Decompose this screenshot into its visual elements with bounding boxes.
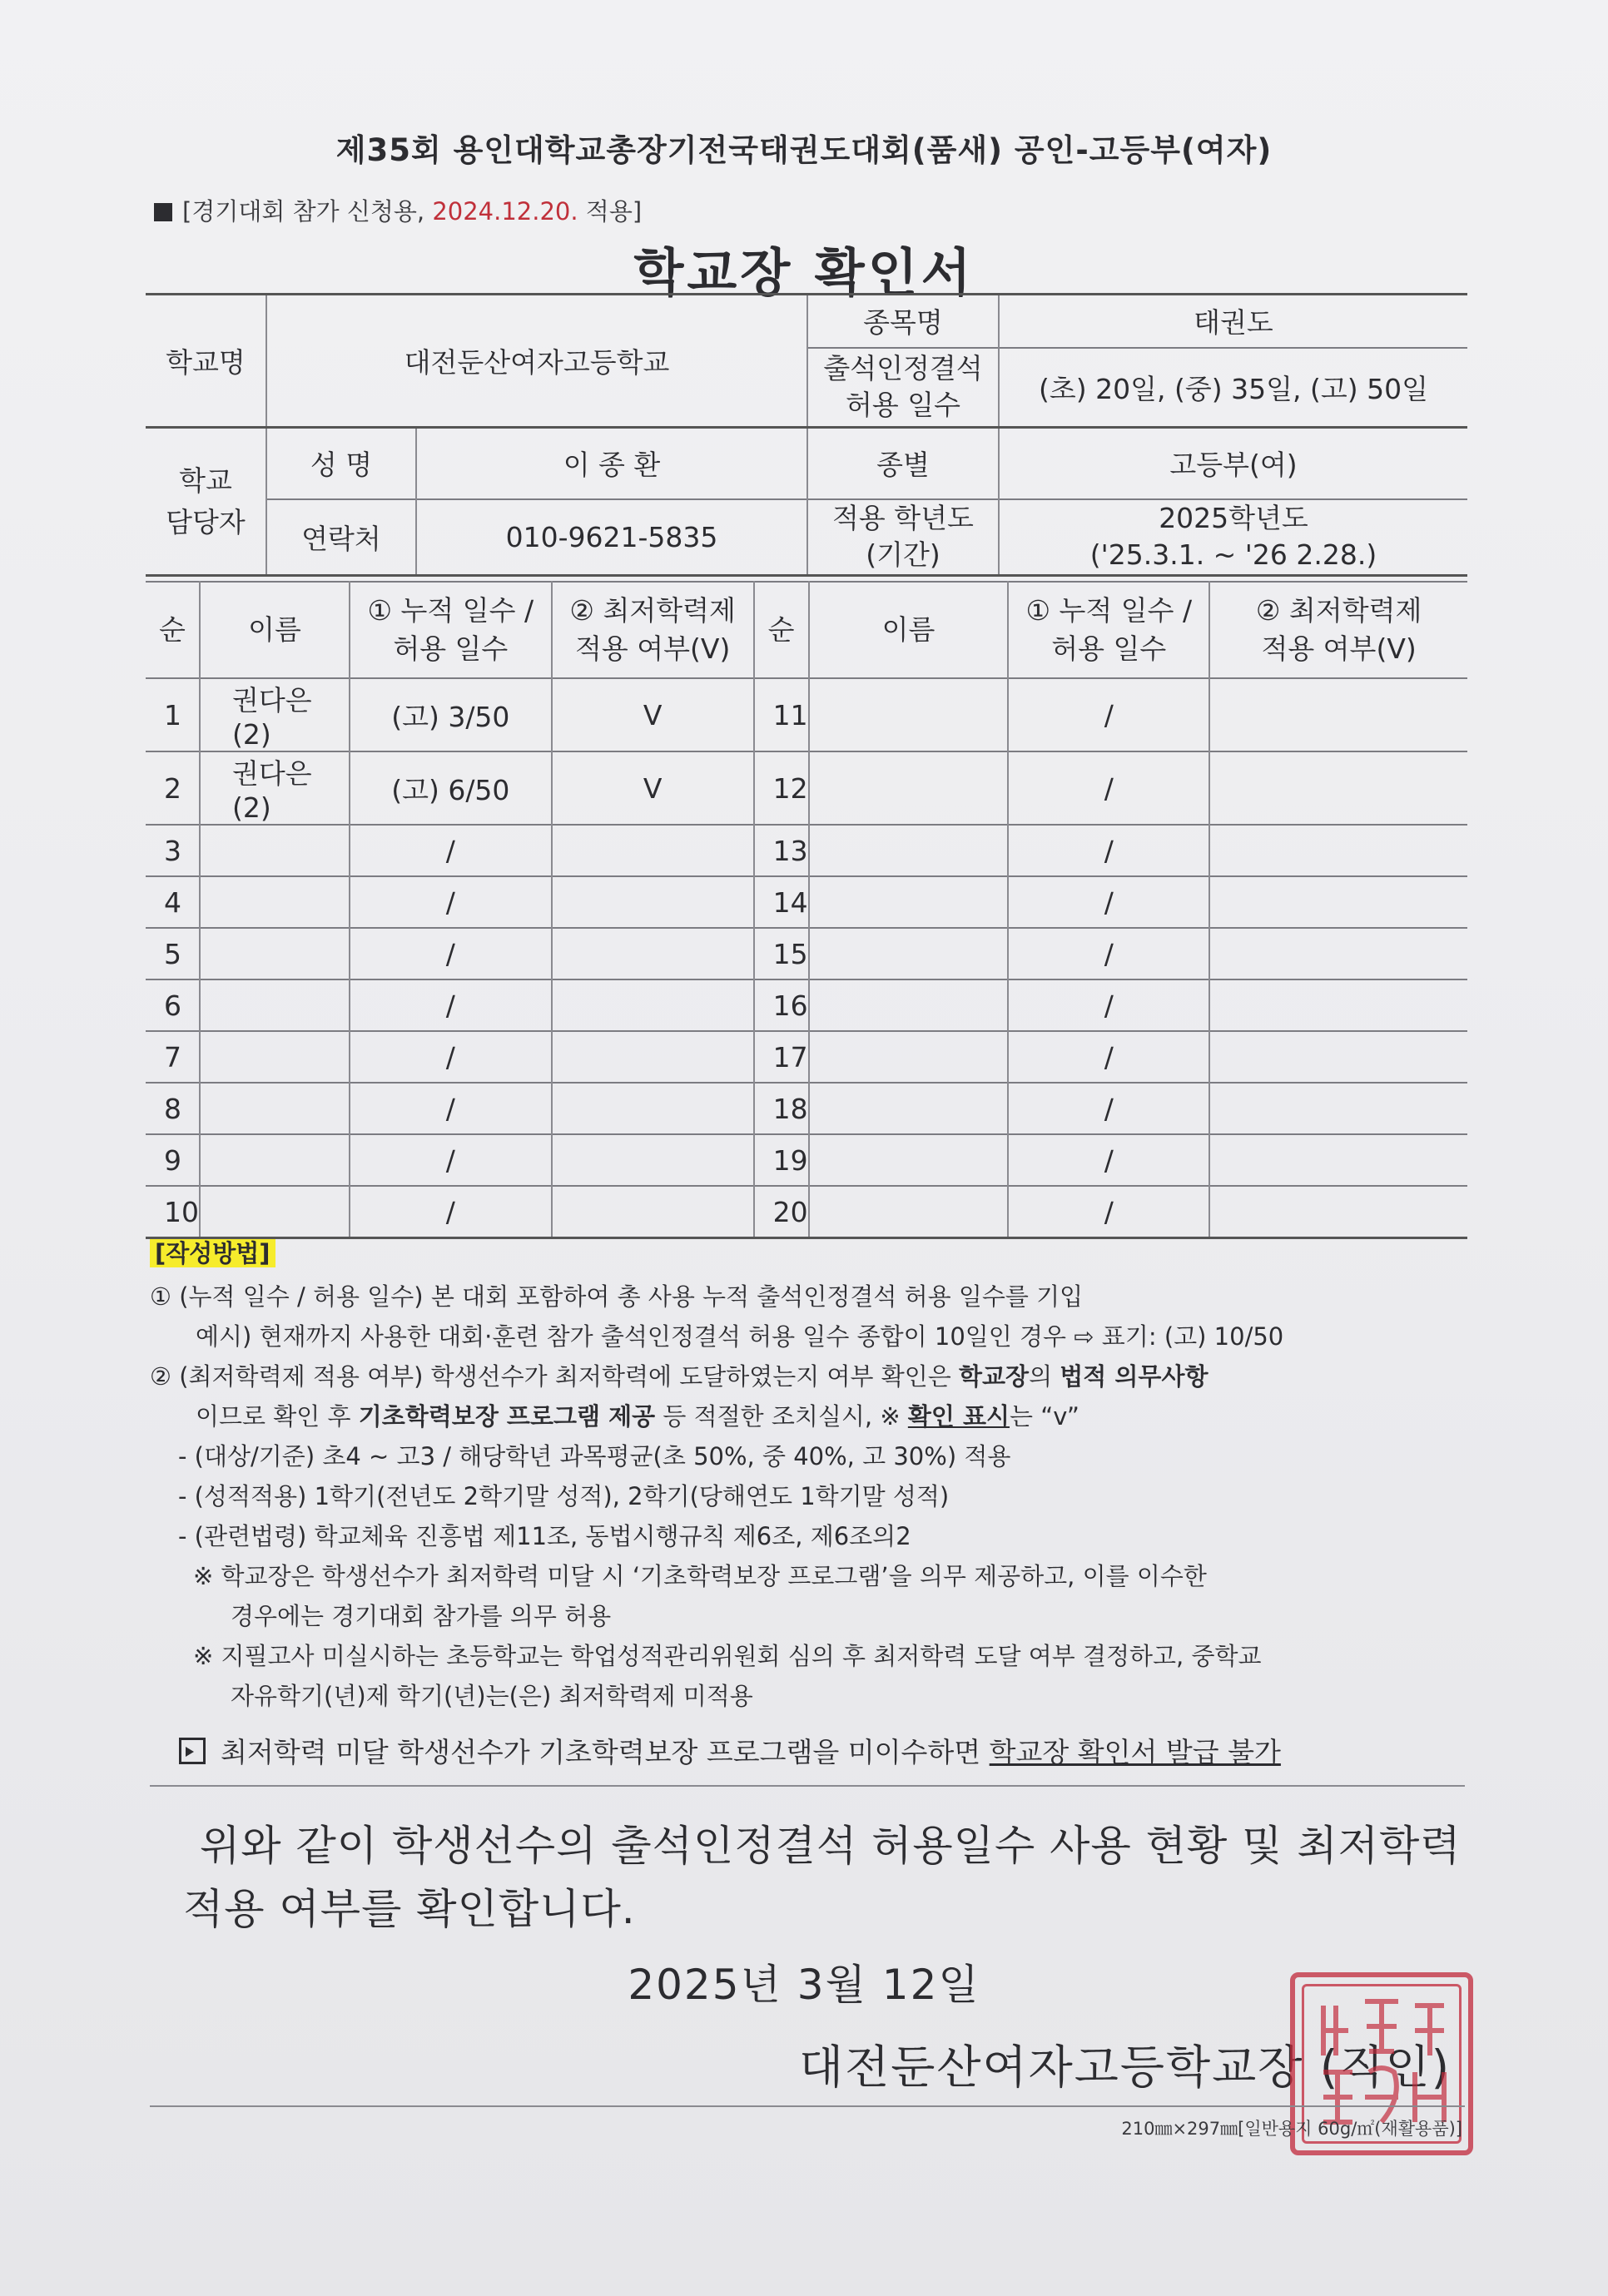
name-label: 성 명 xyxy=(266,428,416,499)
row-days: / xyxy=(350,928,552,979)
row-name xyxy=(200,876,350,928)
guide-item3: - (대상/기준) 초4 ~ 고3 / 해당학년 과목평균(초 50%, 중 40%, 고 30%) 적용 xyxy=(178,1442,1011,1470)
table-row xyxy=(146,678,1467,751)
staff-label-line1: 학교 xyxy=(179,464,232,497)
row-name: 권다은(2) xyxy=(200,678,350,751)
row-seq: 18 xyxy=(754,1083,809,1134)
row-min xyxy=(1209,1031,1467,1083)
row-days: / xyxy=(1008,1134,1209,1186)
event-label: 종목명 xyxy=(807,295,999,348)
event-title: 제35회 용인대학교총장기전국태권도대회(품새) 공인-고등부(여자) xyxy=(335,132,1273,168)
row-name xyxy=(200,979,350,1031)
header-seq-right: 순 xyxy=(754,582,809,678)
row-days: / xyxy=(350,1031,552,1083)
header-min-left xyxy=(552,582,754,678)
guide-item2-text: 등 적절한 조치실시, ※ xyxy=(655,1402,908,1431)
header-days-line2: 허용 일수 xyxy=(1051,632,1167,665)
row-min xyxy=(1209,751,1467,825)
row-min xyxy=(552,1083,754,1134)
row-seq: 6 xyxy=(146,979,200,1031)
row-min xyxy=(1209,979,1467,1031)
row-seq: 3 xyxy=(146,825,200,876)
row-seq: 8 xyxy=(146,1083,200,1134)
event-value: 태권도 xyxy=(999,295,1467,348)
staff-label xyxy=(146,428,266,576)
row-min xyxy=(552,1031,754,1083)
row-days: / xyxy=(350,1083,552,1134)
guide-item2-line2 xyxy=(150,1396,1465,1436)
row-seq: 5 xyxy=(146,928,200,979)
square-bullet-icon xyxy=(154,203,172,221)
row-min xyxy=(1209,678,1467,751)
row-days: / xyxy=(1008,1031,1209,1083)
table-row xyxy=(146,876,1467,928)
form-note-prefix: [경기대회 참가 신청용, xyxy=(182,197,433,226)
header-min-right xyxy=(1209,582,1467,678)
header-min-line2: 적용 여부(V) xyxy=(1261,632,1417,665)
confirmation-line1: 위와 같이 학생선수의 출석인정결석 허용일수 사용 현황 및 최저학력 xyxy=(200,1822,1462,1870)
row-min: V xyxy=(552,751,754,825)
row-name: 권다은(2) xyxy=(200,751,350,825)
row-seq: 17 xyxy=(754,1031,809,1083)
table-row xyxy=(146,928,1467,979)
row-seq: 13 xyxy=(754,825,809,876)
guide-item2-underline: 확인 표시 xyxy=(907,1402,1010,1431)
guide-item1-line1: ① (누적 일수 / 허용 일수) 본 대회 포함하여 총 사용 누적 출석인정결석 허용 일수를 기입 xyxy=(150,1282,1084,1311)
row-name xyxy=(809,751,1009,825)
header-days-line1: ① 누적 일수 / xyxy=(1025,594,1193,627)
guide-item2-bold: 기초학력보장 프로그램 제공 xyxy=(358,1402,656,1431)
header-min-line2: 적용 여부(V) xyxy=(575,632,731,665)
confirmation-line2: 적용 여부를 확인합니다. xyxy=(183,1885,636,1933)
guide-item2-text: 의 xyxy=(1029,1362,1060,1391)
guide-item2-line1 xyxy=(150,1356,1465,1396)
row-days: / xyxy=(1008,979,1209,1031)
row-seq: 20 xyxy=(754,1186,809,1238)
document-title: 학교장 확인서 xyxy=(633,242,975,303)
guide-item2-text: 이므로 확인 후 xyxy=(196,1402,359,1431)
row-seq: 19 xyxy=(754,1134,809,1186)
row-days: (고) 3/50 xyxy=(350,678,552,751)
info-table xyxy=(146,293,1467,577)
row-days: / xyxy=(1008,928,1209,979)
header-days-line2: 허용 일수 xyxy=(393,632,509,665)
absence-value: (초) 20일, (중) 35일, (고) 50일 xyxy=(999,348,1467,428)
row-min xyxy=(552,979,754,1031)
table-row xyxy=(146,979,1467,1031)
divider xyxy=(150,1785,1465,1787)
row-seq: 10 xyxy=(146,1186,200,1238)
school-name: 대전둔산여자고등학교 xyxy=(266,295,807,428)
guide-item4: - (성적적용) 1학기(전년도 2학기말 성적), 2학기(당해연도 1학기말 성적) xyxy=(178,1482,950,1510)
row-min xyxy=(1209,876,1467,928)
absence-label-line1: 출석인정결석 xyxy=(823,352,983,385)
row-name xyxy=(809,1083,1009,1134)
header-days-line1: ① 누적 일수 / xyxy=(367,594,534,627)
header-name-right: 이름 xyxy=(809,582,1009,678)
table-row xyxy=(146,1031,1467,1083)
row-min xyxy=(552,876,754,928)
guide-item2-bold: 학교장 xyxy=(959,1362,1030,1391)
absence-label xyxy=(807,348,999,428)
row-min xyxy=(1209,1083,1467,1134)
row-min xyxy=(552,1134,754,1186)
row-min xyxy=(552,1186,754,1238)
row-days: / xyxy=(1008,825,1209,876)
final-note xyxy=(179,1731,1281,1770)
issue-date: 2025년 3월 12일 xyxy=(628,1961,980,2009)
header-min-line1: ② 최저학력제 xyxy=(1255,594,1422,627)
table-row xyxy=(146,825,1467,876)
row-min xyxy=(552,825,754,876)
row-seq: 16 xyxy=(754,979,809,1031)
header-min-line1: ② 최저학력제 xyxy=(569,594,736,627)
guide-item1-line2: 예시) 현재까지 사용한 대회·훈련 참가 출석인정결석 허용 일수 종합이 10일인 경우 ⇨ 표기: (고) 10/50 xyxy=(196,1322,1284,1351)
row-seq: 9 xyxy=(146,1134,200,1186)
row-name xyxy=(809,979,1009,1031)
row-min xyxy=(1209,1186,1467,1238)
principal-signature: 대전둔산여자고등학교장 (직인) xyxy=(799,2041,1452,2094)
guide-item6-line1: ※ 학교장은 학생선수가 최저학력 미달 시 ‘기초학력보장 프로그램’을 의무 제공하고, 이를 이수한 xyxy=(193,1562,1207,1590)
row-name xyxy=(809,928,1009,979)
guide-heading: [작성방법] xyxy=(150,1239,275,1267)
table-row xyxy=(146,751,1467,825)
table-row xyxy=(146,1083,1467,1134)
row-name xyxy=(200,928,350,979)
row-seq: 4 xyxy=(146,876,200,928)
row-days: / xyxy=(1008,678,1209,751)
division-label: 종별 xyxy=(807,428,999,499)
row-name xyxy=(200,1186,350,1238)
year-label-line2: (기간) xyxy=(866,538,940,572)
paper-spec-footer: 210㎜×297㎜[일반용지 60g/㎡(재활용품)] xyxy=(1121,2119,1462,2139)
year-label xyxy=(807,499,999,576)
row-days: / xyxy=(350,876,552,928)
row-days: / xyxy=(1008,1186,1209,1238)
guide-item2-text: 는 “v” xyxy=(1010,1402,1079,1431)
form-note-date: 2024.12.20. xyxy=(432,197,578,226)
row-seq: 2 xyxy=(146,751,200,825)
row-days: / xyxy=(1008,751,1209,825)
row-min xyxy=(552,928,754,979)
row-name xyxy=(809,825,1009,876)
row-seq: 14 xyxy=(754,876,809,928)
row-days: / xyxy=(350,825,552,876)
confirmation-statement xyxy=(183,1814,1465,1941)
school-label: 학교명 xyxy=(146,295,266,428)
year-label-line1: 적용 학년도 xyxy=(832,502,974,535)
row-min xyxy=(1209,825,1467,876)
contact-value: 010-9621-5835 xyxy=(416,499,807,576)
name-value: 이 종 환 xyxy=(416,428,807,499)
guide-item7-line1: ※ 지필고사 미실시하는 초등학교는 학업성적관리위원회 심의 후 최저학력 도달 여부 결정하고, 중학교 xyxy=(193,1642,1262,1670)
row-name xyxy=(200,825,350,876)
row-min: V xyxy=(552,678,754,751)
table-row xyxy=(146,1186,1467,1238)
row-name xyxy=(809,1186,1009,1238)
guide-item2-text: ② (최저학력제 적용 여부) 학생선수가 최저학력에 도달하였는지 여부 확인은 xyxy=(150,1362,960,1391)
header-days-right xyxy=(1008,582,1209,678)
final-note-underline: 학교장 확인서 발급 불가 xyxy=(989,1736,1281,1768)
absence-label-line2: 허용 일수 xyxy=(845,389,960,422)
row-days: (고) 6/50 xyxy=(350,751,552,825)
row-seq: 7 xyxy=(146,1031,200,1083)
guide-item6-line2: 경우에는 경기대회 참가를 의무 허용 xyxy=(231,1602,612,1630)
guide-item7-line2: 자유학기(년)제 학기(년)는(은) 최저학력제 미적용 xyxy=(231,1682,753,1710)
student-list-table xyxy=(146,581,1467,1239)
header-name-left: 이름 xyxy=(200,582,350,678)
form-note-suffix: 적용] xyxy=(578,197,643,226)
row-days: / xyxy=(350,979,552,1031)
row-days: / xyxy=(350,1134,552,1186)
guide-item5: - (관련법령) 학교체육 진흥법 제11조, 동법시행규칙 제6조, 제6조의2 xyxy=(178,1522,911,1550)
row-name xyxy=(809,1134,1009,1186)
division-value: 고등부(여) xyxy=(999,428,1467,499)
year-value-line2: ('25.3.1. ~ '26 2.28.) xyxy=(1089,538,1377,572)
row-min xyxy=(1209,928,1467,979)
row-name xyxy=(200,1031,350,1083)
final-note-text: 최저학력 미달 학생선수가 기초학력보장 프로그램을 미이수하면 xyxy=(221,1736,990,1768)
row-name xyxy=(200,1083,350,1134)
contact-label: 연락처 xyxy=(266,499,416,576)
row-days: / xyxy=(1008,1083,1209,1134)
year-value-line1: 2025학년도 xyxy=(1159,502,1308,535)
row-name xyxy=(809,1031,1009,1083)
bottom-divider xyxy=(150,2105,1465,2107)
row-seq: 12 xyxy=(754,751,809,825)
row-days: / xyxy=(350,1186,552,1238)
row-seq: 15 xyxy=(754,928,809,979)
arrow-box-icon xyxy=(179,1738,206,1764)
header-seq-left: 순 xyxy=(146,582,200,678)
row-days: / xyxy=(1008,876,1209,928)
row-name xyxy=(200,1134,350,1186)
header-days-left xyxy=(350,582,552,678)
row-name xyxy=(809,678,1009,751)
writing-guide xyxy=(150,1233,1465,1716)
form-note xyxy=(154,193,642,227)
row-name xyxy=(809,876,1009,928)
guide-item2-bold: 법적 의무사항 xyxy=(1060,1362,1208,1391)
row-seq: 11 xyxy=(754,678,809,751)
row-seq: 1 xyxy=(146,678,200,751)
table-row xyxy=(146,1134,1467,1186)
row-min xyxy=(1209,1134,1467,1186)
staff-label-line2: 담당자 xyxy=(166,505,246,538)
year-value xyxy=(999,499,1467,576)
